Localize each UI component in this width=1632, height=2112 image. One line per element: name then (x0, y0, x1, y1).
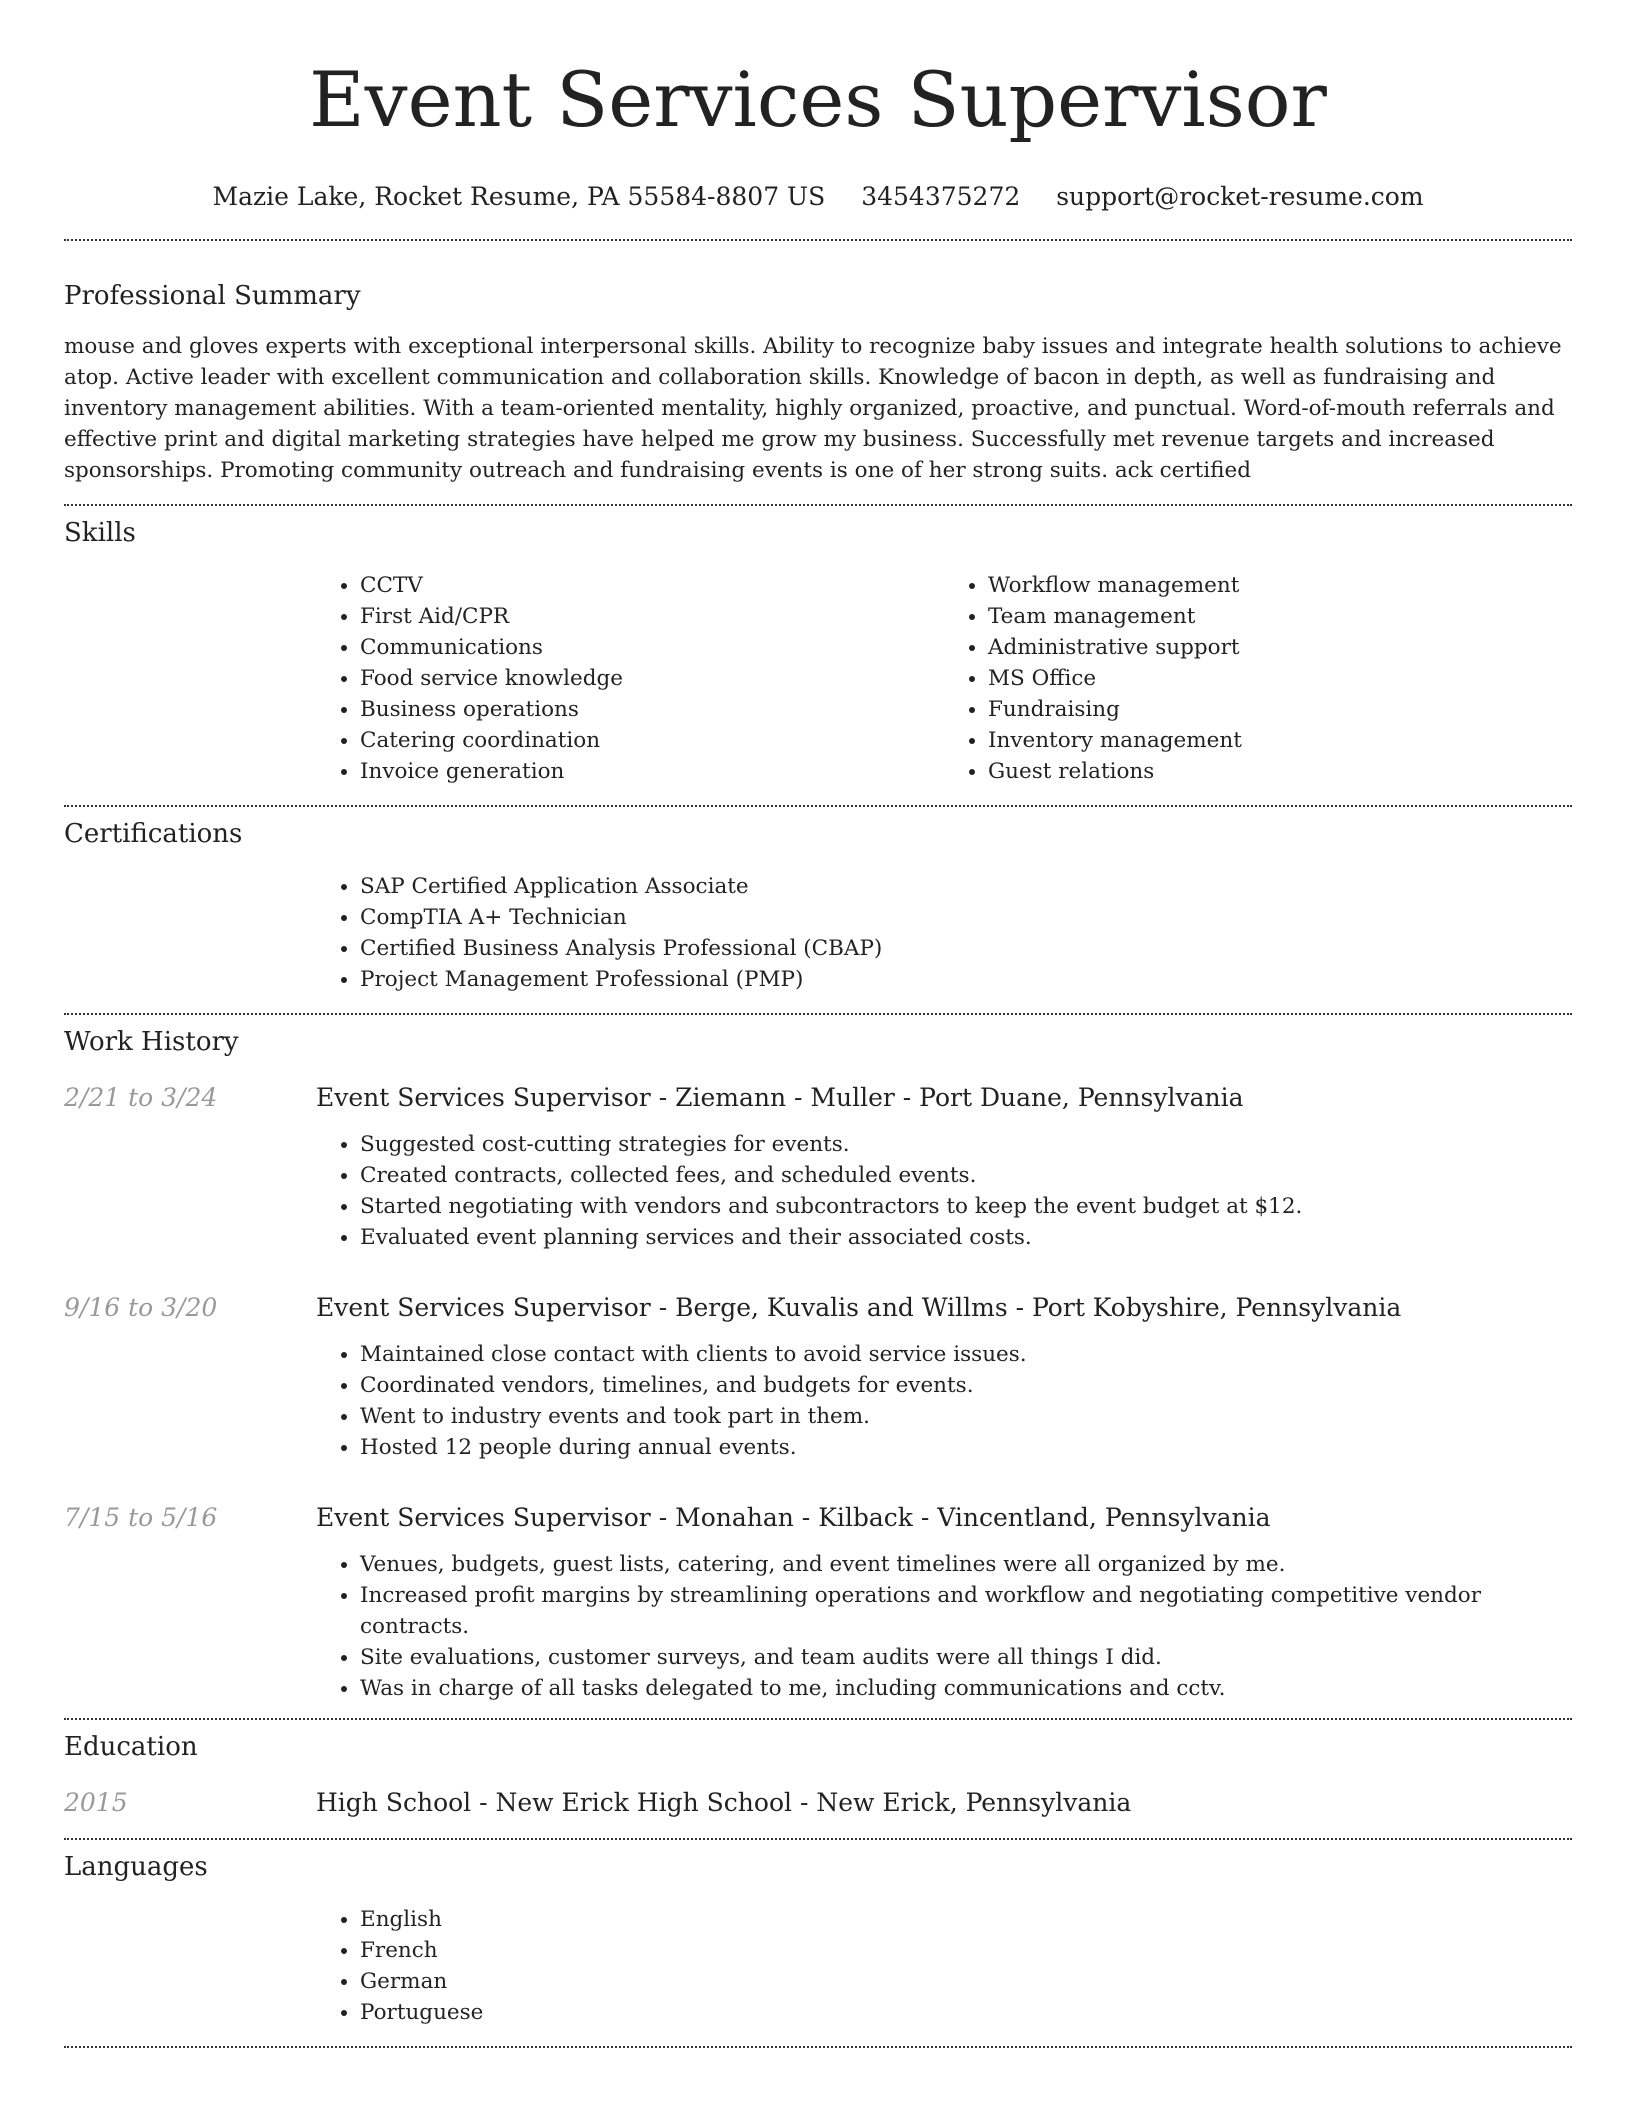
list-item: • Inventory management (988, 725, 1572, 756)
contact-address: Mazie Lake, Rocket Resume, PA 55584-8807 US (212, 182, 826, 211)
resume-page (64, 0, 1572, 2048)
list-item: • Increased profit margins by streamlining operations and workflow and negotiating competitive vendor contracts. (360, 1580, 1572, 1642)
languages-list (316, 1904, 1572, 2028)
list-item: • Workflow management (988, 570, 1572, 601)
job-bullets (316, 1129, 1572, 1253)
section-divider (64, 2046, 1572, 2048)
list-item: • First Aid/CPR (360, 601, 944, 632)
job-date: 9/16 to 3/20 (64, 1293, 218, 1322)
list-item: • Administrative support (988, 632, 1572, 663)
list-item: • Food service knowledge (360, 663, 944, 694)
list-item: • Certified Business Analysis Professional (CBAP) (360, 933, 1572, 964)
list-item: • Evaluated event planning services and their associated costs. (360, 1222, 1572, 1253)
skills-list-left (316, 570, 944, 787)
job-title: Event Services Supervisor - Monahan - Kilback - Vincentland, Pennsylvania (316, 1503, 1271, 1532)
list-item: • Was in charge of all tasks delegated to me, including communications and cctv. (360, 1673, 1572, 1704)
job-date: 2/21 to 3/24 (64, 1083, 218, 1112)
summary-text: mouse and gloves experts with exceptional interpersonal skills. Ability to recognize baby issues and integrate health solutions to achieve atop. Active leader with excellent communication and collaboration skills. Knowledge of bacon in depth, as well as fundraising and inventory management abilities. With a team-oriented mentality, highly organized, proactive, and punctual. Word-of-mouth referrals and effective print and digital marketing strategies have helped me grow my business. Successfully met revenue targets and increased sponsorships. Promoting community outreach and fundraising events is one of her strong suits. ack certified (64, 334, 1562, 483)
skills-list-right (944, 570, 1572, 787)
list-item: • Coordinated vendors, timelines, and budgets for events. (360, 1370, 1572, 1401)
job-header (64, 1291, 1572, 1325)
summary-title: Professional Summary (64, 281, 361, 311)
list-item: • Communications (360, 632, 944, 663)
job-title: Event Services Supervisor - Ziemann - Muller - Port Duane, Pennsylvania (316, 1083, 1244, 1112)
list-item: • Project Management Professional (PMP) (360, 964, 1572, 995)
list-item: • Portuguese (360, 1997, 1572, 2028)
list-item: • Suggested cost-cutting strategies for events. (360, 1129, 1572, 1160)
languages-title: Languages (64, 1852, 208, 1882)
skills-title: Skills (64, 518, 136, 548)
job-entry (64, 1501, 1572, 1704)
education-title: Education (64, 1732, 198, 1762)
list-item: • Guest relations (988, 756, 1572, 787)
contact-phone: 3454375272 (861, 182, 1021, 211)
list-item: • English (360, 1904, 1572, 1935)
contact-email: support@rocket-resume.com (1056, 182, 1424, 211)
list-item: • Venues, budgets, guest lists, catering, and event timelines were all organized by me. (360, 1549, 1572, 1580)
summary-section (64, 241, 1572, 486)
list-item: • SAP Certified Application Associate (360, 871, 1572, 902)
list-item: • MS Office (988, 663, 1572, 694)
list-item: • CCTV (360, 570, 944, 601)
skills-columns (316, 570, 1572, 787)
education-details: High School - New Erick High School - New Erick, Pennsylvania (316, 1788, 1132, 1817)
work-history-title: Work History (64, 1027, 239, 1057)
skills-section (64, 506, 1572, 787)
education-section (64, 1720, 1572, 1820)
list-item: • German (360, 1966, 1572, 1997)
list-item: • Site evaluations, customer surveys, and team audits were all things I did. (360, 1642, 1572, 1673)
education-entry (64, 1786, 1572, 1820)
list-item: • Started negotiating with vendors and subcontractors to keep the event budget at $12. (360, 1191, 1572, 1222)
list-item: • Team management (988, 601, 1572, 632)
list-item: • Maintained close contact with clients to avoid service issues. (360, 1339, 1572, 1370)
work-history-section (64, 1015, 1572, 1704)
job-bullets (316, 1549, 1572, 1704)
certifications-section (64, 807, 1572, 995)
job-header (64, 1081, 1572, 1115)
job-date: 7/15 to 5/16 (64, 1503, 218, 1532)
job-bullets (316, 1339, 1572, 1463)
resume-header (64, 0, 1572, 214)
list-item: • Invoice generation (360, 756, 944, 787)
certifications-list (316, 871, 1572, 995)
list-item: • Went to industry events and took part in them. (360, 1401, 1572, 1432)
list-item: • CompTIA A+ Technician (360, 902, 1572, 933)
certifications-title: Certifications (64, 819, 243, 849)
list-item: • Created contracts, collected fees, and scheduled events. (360, 1160, 1572, 1191)
job-entry (64, 1081, 1572, 1253)
candidate-name: Event Services Supervisor (309, 55, 1327, 144)
list-item: • Business operations (360, 694, 944, 725)
list-item: • French (360, 1935, 1572, 1966)
list-item: • Hosted 12 people during annual events. (360, 1432, 1572, 1463)
job-header (64, 1501, 1572, 1535)
list-item: • Catering coordination (360, 725, 944, 756)
job-title: Event Services Supervisor - Berge, Kuvalis and Willms - Port Kobyshire, Pennsylvania (316, 1293, 1402, 1322)
list-item: • Fundraising (988, 694, 1572, 725)
education-date: 2015 (64, 1788, 128, 1817)
job-entry (64, 1291, 1572, 1463)
contact-line (64, 180, 1572, 214)
languages-section (64, 1840, 1572, 2028)
